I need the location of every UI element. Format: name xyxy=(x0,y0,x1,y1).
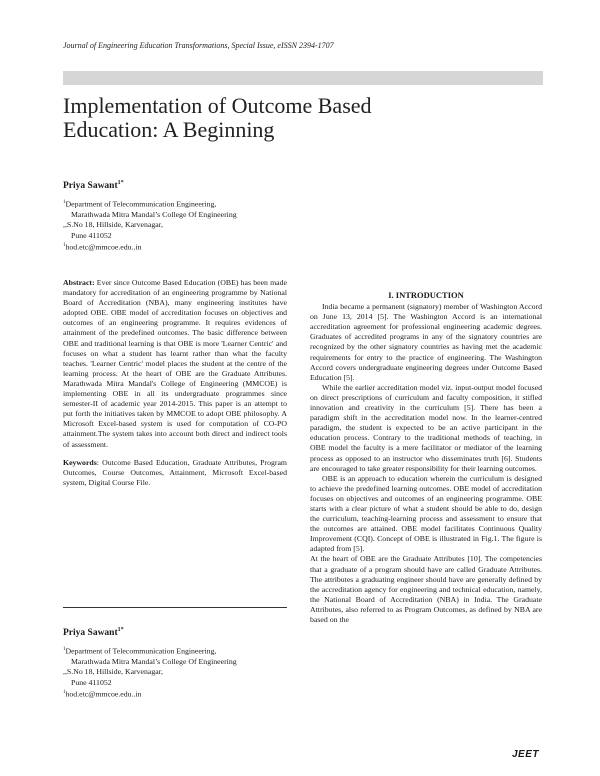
section-heading-introduction: I. INTRODUCTION xyxy=(388,290,464,300)
jeet-logo: JEET xyxy=(512,749,540,760)
keywords: Keywords: Outcome Based Education, Graduate Attributes, Program Outcomes, Course Outcomes, Attainment, Microsoft Excel-based system, Digital Course File. xyxy=(63,457,287,487)
affiliation-line: Marathwada Mitra Mandal’s College Of Engineering xyxy=(71,656,237,666)
affiliation-line: Pune 411052 xyxy=(71,230,112,240)
affiliation-line: ,,S.No 18, Hillside, Karvenagar, xyxy=(63,667,163,677)
paper-title xyxy=(63,94,543,142)
journal-header: Journal of Engineering Education Transformations, Special Issue, eISSN 2394-1707 xyxy=(63,41,334,50)
intro-paragraph: While the earlier accreditation model viz. input-output model focused on direct prescriptions of curriculum and faculty composition, it stifled innovation and creativity in the curriculum [5]. There has been a paradigm shift in the accreditation model now. In the learner-centred paradigm, the student is expected to be an active participant in the education process. Contrary to the traditional methods of teaching, in OBE model the faculty is a mere facilitator or mediator of the learning process as opposed to an instructor who disseminates truth [6]. Students are encouraged to take greater responsibility for their learning outcomes. xyxy=(310,382,542,473)
abstract: Abstract: Ever since Outcome Based Education (OBE) has been made mandatory for accreditation of an engineering programme by National Board of Accreditation (NBA), many engineering institutes have adopted OBE. OBE model of accreditation focuses on objectives and outcomes of an engineering programme. It requires evidences of attainment of the predefined outcomes. The basic difference between OBE and traditional learning is that OBE is more 'Learner Centric' and focuses on what a student has learnt rather than what the faculty teaches. 'Learner Centric' model places the student at the centre of the learning process. At the heart of OBE are the Graduate Attributes. Marathwada Mitra Mandal's College of Engineering (MMCOE) is implementing OBE in all its undergraduate programmes since semester-II of academic year 2014-2015. This paper is an attempt to put forth the initiatives taken by MMCOE to adopt OBE philosophy. A Microsoft Excel-based system is used for computation of CO-PO attainment.The system takes into account both direct and indirect tools of assessment. xyxy=(63,278,287,449)
author-email: $^1$hod.etc@mmcoe.edu..in xyxy=(63,242,142,252)
intro-paragraph: India became a permanent (signatory) member of Washington Accord on June 13, 2014 [5]. The Washington Accord is an international accreditation agreement for professional engineering academic degrees. Graduates of accredited programs in any of the signatory countries are recognized by the other signatory countries as having met the academic requirements for entry to the practice of engineering. The Washington Accord covers undergraduate engineering degrees under Outcome Based Education [5]. xyxy=(310,302,542,382)
title-line-1: Implementation of Outcome Based xyxy=(63,93,372,118)
affiliation-line: $^1$Department of Telecommunication Engineering, xyxy=(63,199,217,209)
author-name: Priya Sawant$^{1*}$ xyxy=(63,627,124,639)
footnote-divider xyxy=(63,607,287,608)
intro-paragraph: At the heart of OBE are the Graduate Attributes [10]. The competencies that a graduate of a program should have are called Graduate Attributes. The attributes a graduating engineer should have are generally defined by the accreditation agency for engineering and technical education, namely, the National Board of Accreditation (NBA) in India. The Graduate Attributes, also referred to as Program Outcomes, as defined by NBA are based on the xyxy=(310,554,542,624)
title-line-2: Education: A Beginning xyxy=(63,117,275,142)
author-name: Priya Sawant$^{1*}$ xyxy=(63,180,124,192)
author-email: $^1$hod.etc@mmcoe.edu..in xyxy=(63,689,142,699)
header-band xyxy=(63,71,543,85)
affiliation-line: ,,S.No 18, Hillside, Karvenagar, xyxy=(63,220,163,230)
right-column xyxy=(310,290,542,625)
affiliation-line: $^1$Department of Telecommunication Engineering, xyxy=(63,646,217,656)
left-column xyxy=(63,278,287,496)
affiliation-line: Pune 411052 xyxy=(71,677,112,687)
affiliation-line: Marathwada Mitra Mandal’s College Of Engineering xyxy=(71,209,237,219)
author-block-bottom xyxy=(63,625,363,700)
author-block-top xyxy=(63,178,363,253)
intro-paragraph: OBE is an approach to education wherein the curriculum is designed to achieve the predefined learning outcomes. OBE model of accreditation focuses on objectives and outcomes of an engineering programme. OBE starts with a clear picture of what a student should be able to do, design the curriculum, teaching-learning process and assessment to ensure that the outcomes are attained. OBE model facilitates Continuous Quality Improvement (CQI). Concept of OBE is illustrated in Fig.1. The figure is adapted from [5]. xyxy=(310,473,542,554)
